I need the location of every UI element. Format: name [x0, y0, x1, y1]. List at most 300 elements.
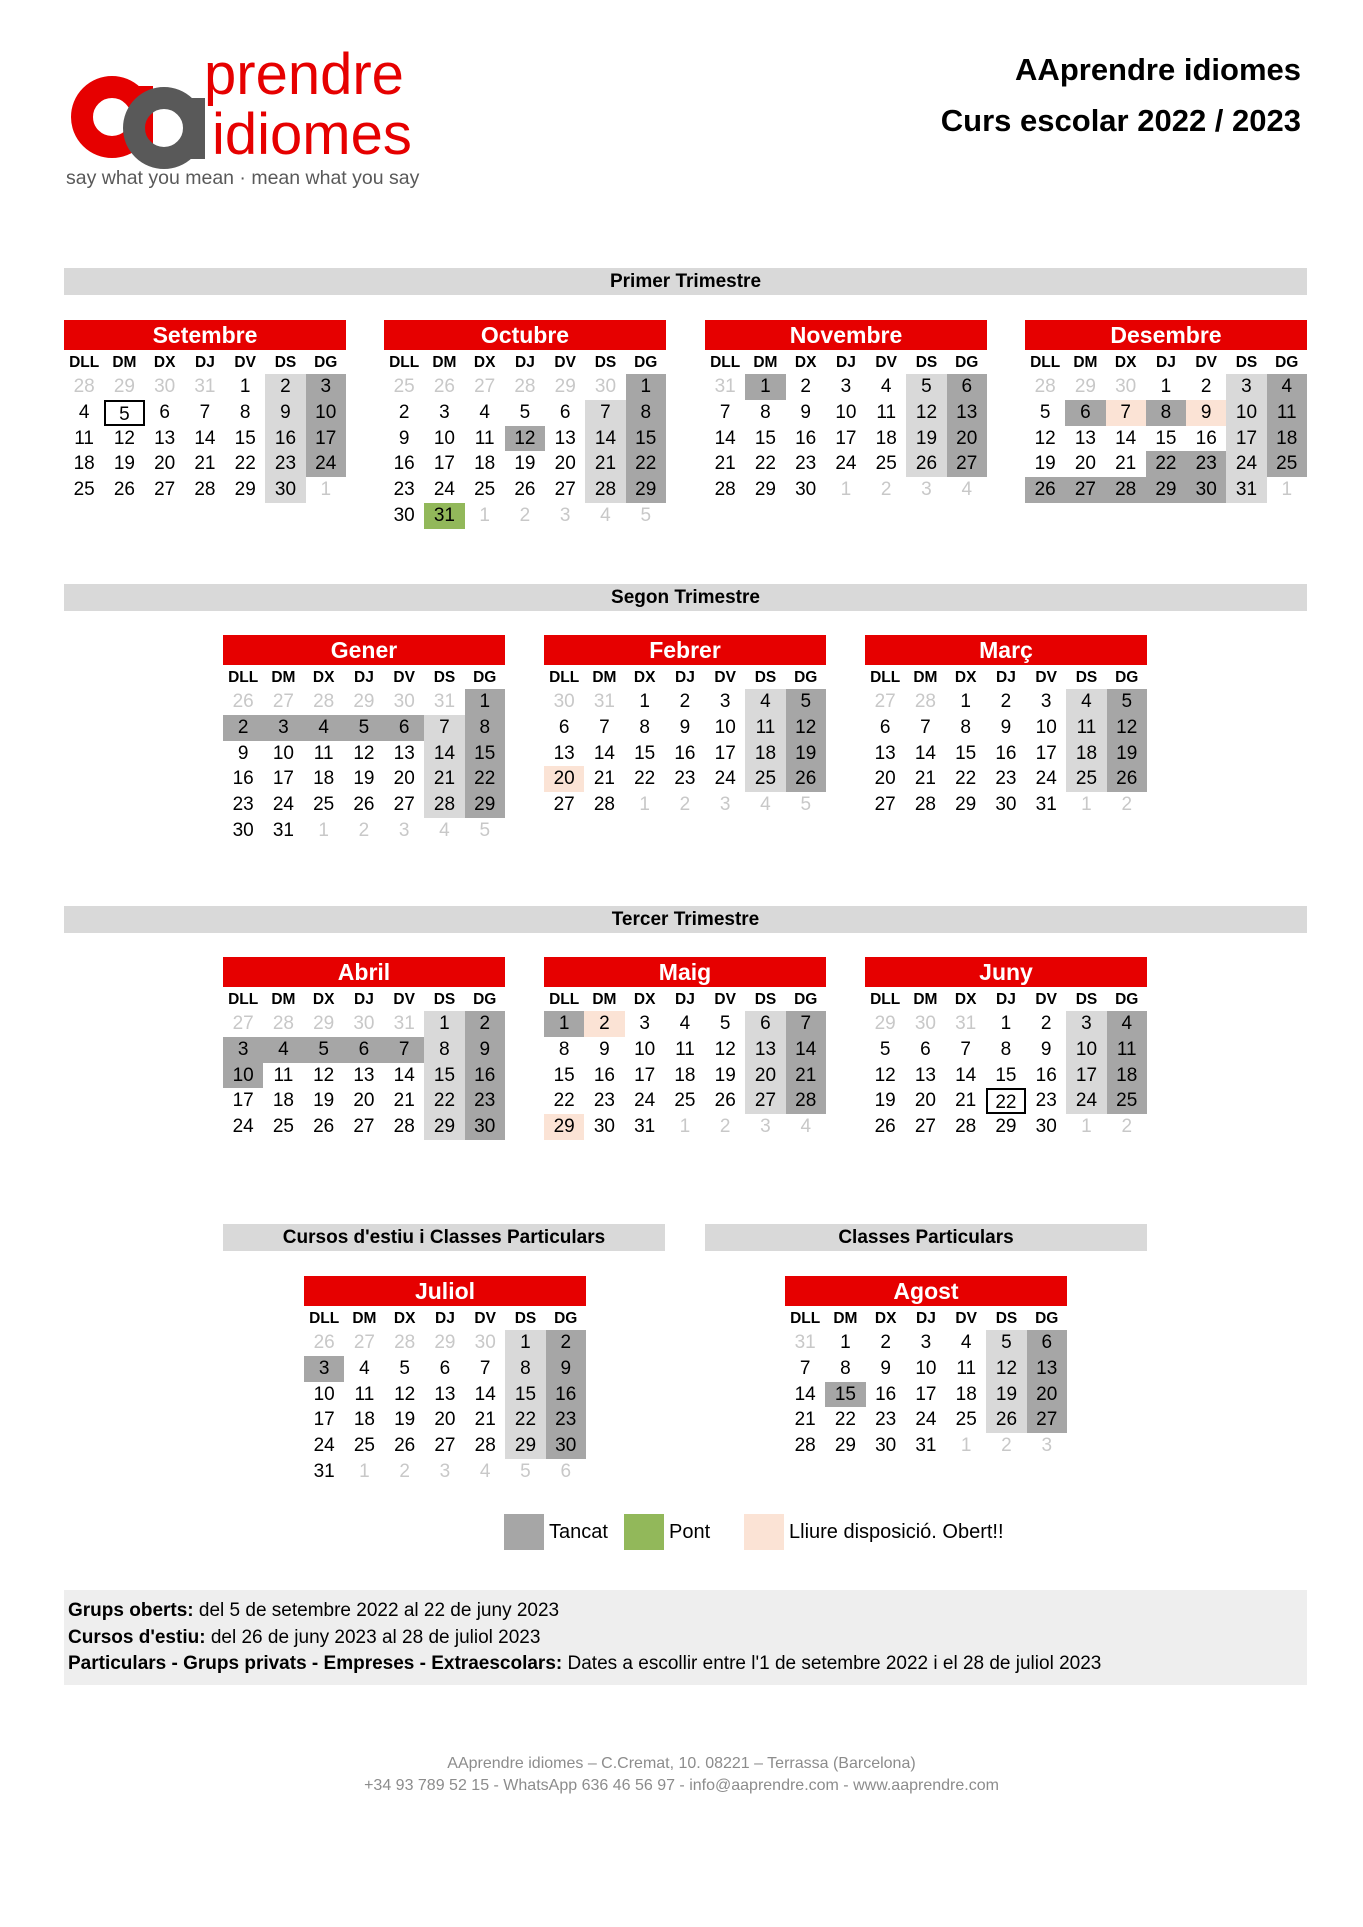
day-cell: 25 — [955, 1409, 977, 1431]
day-cell: 24 — [835, 453, 857, 475]
day-cell: 1 — [1160, 376, 1172, 397]
day-cell-other-month: 26 — [313, 1332, 335, 1353]
day-cell: 22 — [465, 766, 505, 792]
day-cell: 13 — [874, 742, 896, 764]
week-row — [304, 1433, 586, 1459]
day-cell: 30 — [875, 1435, 897, 1457]
day-cell: 3 — [223, 1037, 263, 1063]
section-summer: Cursos d'estiu i Classes Particulars — [223, 1224, 665, 1251]
day-cell: 12 — [874, 1064, 896, 1086]
week-row — [223, 818, 505, 844]
day-cell-other-month: 5 — [800, 794, 812, 816]
day-cell-other-month: 29 — [874, 1013, 896, 1034]
day-cell: 14 — [194, 427, 216, 449]
day-cell-other-month: 2 — [399, 1460, 410, 1482]
day-cell: 21 — [955, 1090, 977, 1112]
weekday-label: DM — [592, 991, 617, 1008]
day-cell: 1 — [960, 691, 971, 712]
weekday-label: DG — [1035, 1310, 1059, 1327]
day-cell: 10 — [1066, 1037, 1106, 1063]
day-cell: 23 — [995, 768, 1017, 790]
month-agost — [785, 1276, 1067, 1459]
day-cell: 10 — [223, 1063, 263, 1089]
day-cell: 22 — [626, 451, 666, 477]
day-cell: 29 — [1146, 477, 1186, 503]
day-cell: 20 — [914, 1090, 936, 1112]
day-cell: 1 — [239, 376, 251, 397]
day-cell: 31 — [313, 1460, 335, 1482]
day-cell: 4 — [1066, 689, 1106, 715]
day-cell: 7 — [384, 1037, 424, 1063]
day-cell: 8 — [1000, 1038, 1012, 1060]
logo-word-idiomes: idiomes — [212, 102, 412, 167]
weekday-label: DJ — [354, 669, 374, 686]
section-first-term: Primer Trimestre — [64, 268, 1307, 295]
day-cell: 6 — [384, 715, 424, 741]
weekday-label: DV — [955, 1310, 977, 1327]
month-title: Novembre — [705, 320, 987, 350]
day-cell: 15 — [955, 742, 977, 764]
day-cell: 19 — [514, 453, 536, 475]
day-cell: 27 — [554, 479, 576, 501]
day-cell: 22 — [986, 1088, 1026, 1114]
day-cell: 5 — [1039, 401, 1051, 423]
day-cell: 24 — [433, 479, 455, 501]
day-cell: 29 — [955, 794, 977, 816]
day-cell: 20 — [393, 768, 415, 790]
day-cell: 28 — [794, 1435, 816, 1457]
day-cell: 20 — [1074, 453, 1096, 475]
weekday-label: DG — [1115, 669, 1139, 686]
day-cell-other-month: 4 — [760, 794, 771, 816]
info-summer-text: del 26 de juny 2023 al 28 de juliol 2023 — [205, 1626, 541, 1648]
day-cell: 31 — [424, 503, 464, 529]
week-row — [304, 1407, 586, 1433]
day-cell: 19 — [906, 426, 946, 452]
day-cell: 17 — [232, 1090, 254, 1112]
day-cell: 25 — [1267, 451, 1307, 477]
day-cell-other-month: 4 — [800, 1116, 812, 1138]
week-row — [544, 689, 826, 715]
week-row — [544, 1063, 826, 1089]
day-cell: 9 — [1040, 1038, 1052, 1060]
day-cell-other-month: 4 — [961, 479, 973, 501]
day-cell: 17 — [306, 426, 346, 452]
weekday-header — [544, 987, 826, 1011]
day-cell: 16 — [265, 426, 305, 452]
day-cell: 3 — [304, 1356, 344, 1382]
day-cell: 17 — [915, 1383, 937, 1405]
month-title: Juliol — [304, 1276, 586, 1306]
day-cell: 21 — [393, 1090, 415, 1112]
week-row — [223, 1037, 505, 1063]
day-cell: 5 — [519, 401, 531, 423]
day-cell: 15 — [553, 1064, 575, 1086]
day-cell: 24 — [1066, 1088, 1106, 1114]
day-cell: 14 — [424, 741, 464, 767]
day-cell: 2 — [1200, 376, 1212, 397]
day-cell: 29 — [505, 1433, 545, 1459]
day-cell: 10 — [272, 742, 294, 764]
day-cell: 18 — [474, 453, 496, 475]
day-cell: 23 — [674, 768, 696, 790]
day-cell: 19 — [394, 1409, 416, 1431]
day-cell: 8 — [639, 716, 650, 738]
day-cell: 12 — [313, 1064, 335, 1086]
day-cell: 6 — [1027, 1330, 1067, 1356]
weekday-header — [705, 350, 987, 374]
day-cell: 15 — [465, 741, 505, 767]
weekday-label: DJ — [435, 1310, 455, 1327]
weekday-header — [1025, 350, 1307, 374]
day-cell: 15 — [505, 1382, 545, 1408]
weekday-label: DX — [794, 354, 817, 371]
day-cell: 1 — [424, 1011, 464, 1037]
week-row — [223, 792, 505, 818]
week-row — [705, 374, 987, 400]
day-cell: 28 — [585, 477, 625, 503]
day-cell: 26 — [313, 1116, 335, 1138]
weekday-label: DG — [634, 354, 658, 371]
day-cell: 21 — [593, 768, 615, 790]
weekday-label: DG — [955, 354, 979, 371]
day-cell: 13 — [947, 400, 987, 426]
day-cell: 11 — [354, 1383, 375, 1405]
day-cell: 18 — [745, 741, 785, 767]
week-row — [544, 741, 826, 767]
week-row — [544, 1037, 826, 1063]
week-row — [1025, 451, 1307, 477]
day-cell: 29 — [626, 477, 666, 503]
day-cell: 11 — [675, 1038, 695, 1060]
day-cell: 18 — [1107, 1063, 1147, 1089]
info-line-private — [68, 1651, 1303, 1678]
day-cell: 30 — [1186, 477, 1226, 503]
week-row — [223, 766, 505, 792]
day-cell-other-month: 28 — [272, 1013, 294, 1034]
day-cell: 15 — [1155, 427, 1177, 449]
week-row — [865, 741, 1147, 767]
day-cell-other-month: 30 — [154, 376, 176, 397]
day-cell: 16 — [875, 1383, 897, 1405]
weekday-label: DX — [312, 669, 335, 686]
weekday-label: DV — [234, 354, 256, 371]
day-cell-other-month: 3 — [719, 794, 731, 816]
day-cell: 26 — [1025, 477, 1065, 503]
day-cell: 14 — [1115, 427, 1137, 449]
day-cell: 23 — [232, 794, 254, 816]
day-cell: 20 — [353, 1090, 375, 1112]
day-cell: 14 — [393, 1064, 415, 1086]
day-cell: 14 — [585, 426, 625, 452]
day-cell-other-month: 2 — [679, 794, 691, 816]
weekday-label: DLL — [790, 1310, 821, 1327]
day-cell: 24 — [232, 1116, 254, 1138]
day-cell: 26 — [113, 479, 135, 501]
day-cell: 30 — [393, 504, 415, 526]
day-cell: 27 — [874, 794, 896, 816]
day-cell: 18 — [1267, 426, 1307, 452]
month-title: Maig — [544, 957, 826, 987]
day-cell: 4 — [880, 376, 892, 397]
month-title: Febrer — [544, 635, 826, 665]
weekday-header — [785, 1306, 1067, 1330]
day-cell: 13 — [393, 742, 415, 764]
legend-free-swatch — [744, 1514, 784, 1550]
day-cell: 10 — [433, 427, 455, 449]
day-cell: 6 — [1065, 400, 1105, 426]
day-cell: 2 — [223, 715, 263, 741]
day-cell: 24 — [1226, 451, 1266, 477]
day-cell: 14 — [914, 742, 936, 764]
day-cell-other-month: 2 — [719, 1116, 731, 1138]
day-cell-other-month: 2 — [1121, 794, 1133, 816]
weekday-label: DV — [1195, 354, 1217, 371]
weekday-label: DX — [153, 354, 176, 371]
day-cell: 7 — [1106, 400, 1146, 426]
day-cell: 10 — [634, 1038, 656, 1060]
day-cell: 12 — [353, 742, 375, 764]
day-cell: 5 — [786, 689, 826, 715]
day-cell: 30 — [546, 1433, 586, 1459]
weekday-label: DM — [592, 669, 617, 686]
week-row — [1025, 426, 1307, 452]
week-row — [865, 1063, 1147, 1089]
header-subtitle: Curs escolar 2022 / 2023 — [940, 103, 1301, 138]
day-cell: 28 — [714, 479, 736, 501]
day-cell: 12 — [714, 1038, 736, 1060]
week-row — [865, 1037, 1147, 1063]
day-cell: 11 — [876, 401, 897, 423]
day-cell: 23 — [875, 1409, 897, 1431]
day-cell: 26 — [1107, 766, 1147, 792]
day-cell-other-month: 2 — [880, 479, 892, 501]
day-cell: 17 — [433, 453, 455, 475]
week-row — [865, 1114, 1147, 1140]
day-cell-other-month: 29 — [313, 1013, 335, 1034]
day-cell: 26 — [714, 1090, 736, 1112]
day-cell: 17 — [1226, 426, 1266, 452]
day-cell: 22 — [505, 1407, 545, 1433]
day-cell: 21 — [914, 768, 936, 790]
day-cell: 20 — [1027, 1382, 1067, 1408]
day-cell-other-month: 1 — [479, 504, 490, 526]
weekday-label: DV — [875, 354, 897, 371]
day-cell-other-month: 3 — [439, 1460, 451, 1482]
day-cell: 21 — [794, 1409, 816, 1431]
day-cell: 28 — [1106, 477, 1146, 503]
week-row — [785, 1356, 1067, 1382]
day-cell: 25 — [1107, 1088, 1147, 1114]
weekday-label: DX — [954, 991, 977, 1008]
day-cell: 16 — [465, 1063, 505, 1089]
week-row — [785, 1407, 1067, 1433]
weekday-header — [384, 350, 666, 374]
legend-free-label: Lliure disposició. Obert!! — [789, 1520, 1004, 1543]
day-cell: 9 — [599, 1038, 610, 1060]
day-cell: 12 — [505, 426, 545, 452]
day-cell: 18 — [674, 1064, 696, 1086]
week-row — [785, 1330, 1067, 1356]
weekday-header — [865, 987, 1147, 1011]
day-cell: 19 — [786, 741, 826, 767]
day-cell: 20 — [154, 453, 176, 475]
day-cell: 3 — [306, 374, 346, 400]
day-cell: 4 — [304, 715, 344, 741]
week-row — [223, 1011, 505, 1037]
week-row — [64, 400, 346, 426]
day-cell: 30 — [465, 1114, 505, 1140]
weekday-label: DLL — [389, 354, 420, 371]
day-cell: 26 — [906, 451, 946, 477]
day-cell: 10 — [1035, 716, 1057, 738]
day-cell: 13 — [353, 1064, 375, 1086]
day-cell: 15 — [626, 426, 666, 452]
day-cell: 3 — [1226, 374, 1266, 400]
info-private-text: Dates a escollir entre l'1 de setembre 2022 i el 28 de juliol 2023 — [562, 1653, 1102, 1674]
day-cell: 27 — [154, 479, 176, 501]
day-cell: 15 — [995, 1064, 1017, 1086]
month-title: Juny — [865, 957, 1147, 987]
weekday-label: DV — [554, 354, 576, 371]
day-cell: 5 — [104, 400, 144, 426]
month-title: Octubre — [384, 320, 666, 350]
day-cell: 7 — [424, 715, 464, 741]
day-cell: 11 — [474, 427, 495, 449]
week-row — [64, 374, 346, 400]
week-row — [384, 503, 666, 529]
day-cell: 29 — [544, 1114, 584, 1140]
day-cell: 29 — [465, 792, 505, 818]
weekday-label: DS — [433, 669, 456, 686]
day-cell: 4 — [1107, 1011, 1147, 1037]
day-cell: 7 — [786, 1011, 826, 1037]
week-row — [544, 1011, 826, 1037]
legend-closed — [504, 1514, 608, 1550]
legend-closed-swatch — [504, 1514, 544, 1550]
week-row — [223, 1088, 505, 1114]
day-cell: 16 — [393, 453, 415, 475]
day-cell: 27 — [1027, 1407, 1067, 1433]
day-cell-other-month: 29 — [434, 1332, 456, 1353]
legend-closed-label: Tancat — [549, 1520, 608, 1543]
day-cell: 3 — [840, 376, 852, 397]
day-cell: 27 — [745, 1088, 785, 1114]
day-cell: 4 — [263, 1037, 303, 1063]
day-cell: 23 — [465, 1088, 505, 1114]
day-cell: 11 — [956, 1357, 977, 1379]
day-cell: 3 — [263, 715, 303, 741]
weekday-label: DS — [514, 1310, 537, 1327]
day-cell: 8 — [424, 1037, 464, 1063]
day-cell-other-month: 3 — [760, 1116, 771, 1138]
weekday-label: DLL — [228, 669, 259, 686]
logo-tagline: say what you mean · mean what you say — [66, 167, 420, 189]
day-cell-other-month: 5 — [520, 1460, 531, 1482]
day-cell-other-month: 1 — [639, 794, 650, 816]
day-cell-other-month: 28 — [914, 691, 936, 712]
weekday-label: DS — [433, 991, 456, 1008]
weekday-label: DG — [794, 991, 818, 1008]
footer-address: AAprendre idiomes – C.Cremat, 10. 08221 – Terrassa (Barcelona) — [447, 1755, 916, 1772]
day-cell: 28 — [424, 792, 464, 818]
day-cell: 4 — [359, 1357, 370, 1379]
day-cell-other-month: 1 — [1081, 1116, 1092, 1138]
day-cell: 14 — [714, 427, 736, 449]
day-cell: 24 — [915, 1409, 937, 1431]
week-row — [384, 451, 666, 477]
day-cell-other-month: 28 — [1034, 376, 1056, 397]
day-cell-other-month: 29 — [353, 691, 375, 712]
week-row — [705, 426, 987, 452]
week-row — [223, 715, 505, 741]
month-title: Setembre — [64, 320, 346, 350]
aaprendre-logo — [66, 42, 466, 197]
day-cell: 1 — [505, 1330, 545, 1356]
week-row — [384, 374, 666, 400]
day-cell: 16 — [795, 427, 817, 449]
day-cell: 27 — [393, 794, 415, 816]
day-cell: 24 — [634, 1090, 656, 1112]
info-private-label: Particulars - Grups privats - Empreses - Extraescolars: — [68, 1653, 563, 1674]
day-cell: 7 — [479, 1357, 491, 1379]
day-cell: 1 — [745, 374, 785, 400]
weekday-label: DM — [432, 354, 457, 371]
day-cell: 8 — [558, 1038, 570, 1060]
section-third-term: Tercer Trimestre — [64, 906, 1307, 933]
day-cell: 20 — [544, 766, 584, 792]
day-cell: 20 — [745, 1063, 785, 1089]
day-cell: 21 — [424, 766, 464, 792]
day-cell: 1 — [639, 691, 650, 712]
weekday-header — [223, 665, 505, 689]
week-row — [544, 1088, 826, 1114]
weekday-label: DG — [1275, 354, 1299, 371]
weekday-label: DLL — [1030, 354, 1061, 371]
month-title: Gener — [223, 635, 505, 665]
day-cell-other-month: 3 — [398, 819, 410, 841]
day-cell: 30 — [1035, 1116, 1057, 1138]
day-cell: 10 — [1226, 400, 1266, 426]
week-row — [384, 400, 666, 426]
day-cell: 1 — [840, 1332, 851, 1353]
month-title: Abril — [223, 957, 505, 987]
day-cell: 28 — [786, 1088, 826, 1114]
day-cell: 30 — [265, 477, 305, 503]
day-cell: 5 — [304, 1037, 344, 1063]
day-cell-other-month: 30 — [1115, 376, 1137, 397]
day-cell: 10 — [306, 400, 346, 426]
day-cell: 12 — [1034, 427, 1056, 449]
day-cell: 7 — [920, 716, 931, 738]
day-cell: 11 — [273, 1064, 294, 1086]
weekday-label: DX — [954, 669, 977, 686]
week-row — [865, 689, 1147, 715]
day-cell: 27 — [947, 451, 987, 477]
day-cell: 12 — [113, 427, 135, 449]
day-cell: 19 — [113, 453, 135, 475]
day-cell: 17 — [714, 742, 736, 764]
day-cell: 8 — [465, 715, 505, 741]
day-cell: 13 — [434, 1383, 456, 1405]
week-row — [705, 477, 987, 503]
week-row — [785, 1382, 1067, 1408]
day-cell-other-month: 31 — [194, 376, 216, 397]
day-cell-other-month: 31 — [393, 1013, 415, 1034]
week-row — [705, 451, 987, 477]
day-cell: 17 — [835, 427, 857, 449]
day-cell: 18 — [875, 427, 897, 449]
